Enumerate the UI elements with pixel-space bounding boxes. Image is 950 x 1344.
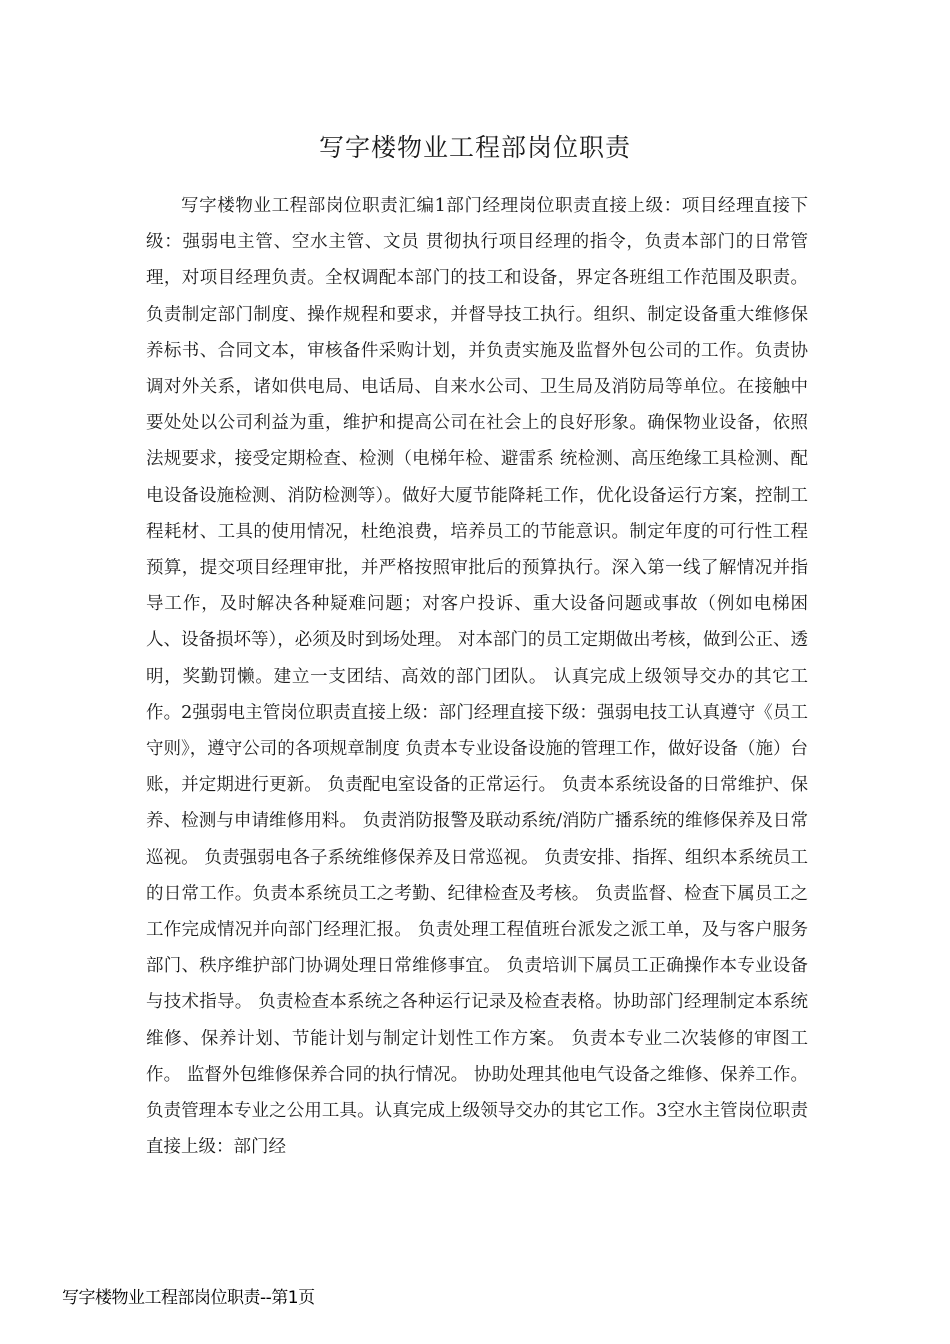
page-footer: 写字楼物业工程部岗位职责--第1页 [62,1288,315,1308]
document-title: 写字楼物业工程部岗位职责 [318,133,631,162]
document-body: 写字楼物业工程部岗位职责汇编1部门经理岗位职责直接上级：项目经理直接下级：强弱电主管、空水主管、文员 贯彻执行项目经理的指令，负责本部门的日常管理，对项目经理负责。全权调配本部门的技工和设备，界定各班组工作范围及职责。负责制定部门制度、操作规程和要求，并督导技工执行。组织、制定设备重大维修保养标书、合同文本，审核备件采购计划，并负责实施及监督外包公司的工作。负责协调对外关系，诸如供电局、电话局、自来水公司、卫生局及消防局等单位。在接触中要处处以公司利益为重，维护和提高公司在社会上的良好形象。确保物业设备，依照法规要求，接受定期检查、检测（电梯年检、避雷系 统检测、高压绝缘工具检测、配电设备设施检测、消防检测等）。做好大厦节能降耗工作，优化设备运行方案，控制工程耗材、工具的使用情况，杜绝浪费，培养员工的节能意识。制定年度的可行性工程预算，提交项目经理审批，并严格按照审批后的预算执行。深入第一线了解情况并指导工作，及时解决各种疑难问题；对客户投诉、重大设备问题或事故（例如电梯困人、设备损坏等），必须及时到场处理。 对本部门的员工定期做出考核，做到公正、透明，奖勤罚懒。建立一支团结、高效的部门团队。 认真完成上级领导交办的其它工作。2强弱电主管岗位职责直接上级：部门经理直接下级：强弱电技工认真遵守《员工守则》，遵守公司的各项规章制度 负责本专业设备设施的管理工作，做好设备（施）台账，并定期进行更新。 负责配电室设备的正常运行。 负责本系统设备的日常维护、保养、检测与申请维修用料。 负责消防报警及联动系统/消防广播系统的维修保养及日常巡视。 负责强弱电各子系统维修保养及日常巡视。 负责安排、指挥、组织本系统员工的日常工作。负责本系统员工之考勤、纪律检查及考核。 负责监督、检查下属员工之工作完成情况并向部门经理汇报。 负责处理工程值班台派发之派工单，及与客户服务部门、秩序维护部门协调处理日常维修事宜。 负责培训下属员工正确操作本专业设备与技术指导。 负责检查本系统之各种运行记录及检查表格。协助部门经理制定本系统维修、保养计划、节能计划与制定计划性工作方案。 负责本专业二次装修的审图工作。 监督外包维修保养合同的执行情况。 协助处理其他电气设备之维修、保养工作。 负责管理本专业之公用工具。认真完成上级领导交办的其它工作。3空水主管岗位职责直接上级：部门经 [146,196,808,1158]
